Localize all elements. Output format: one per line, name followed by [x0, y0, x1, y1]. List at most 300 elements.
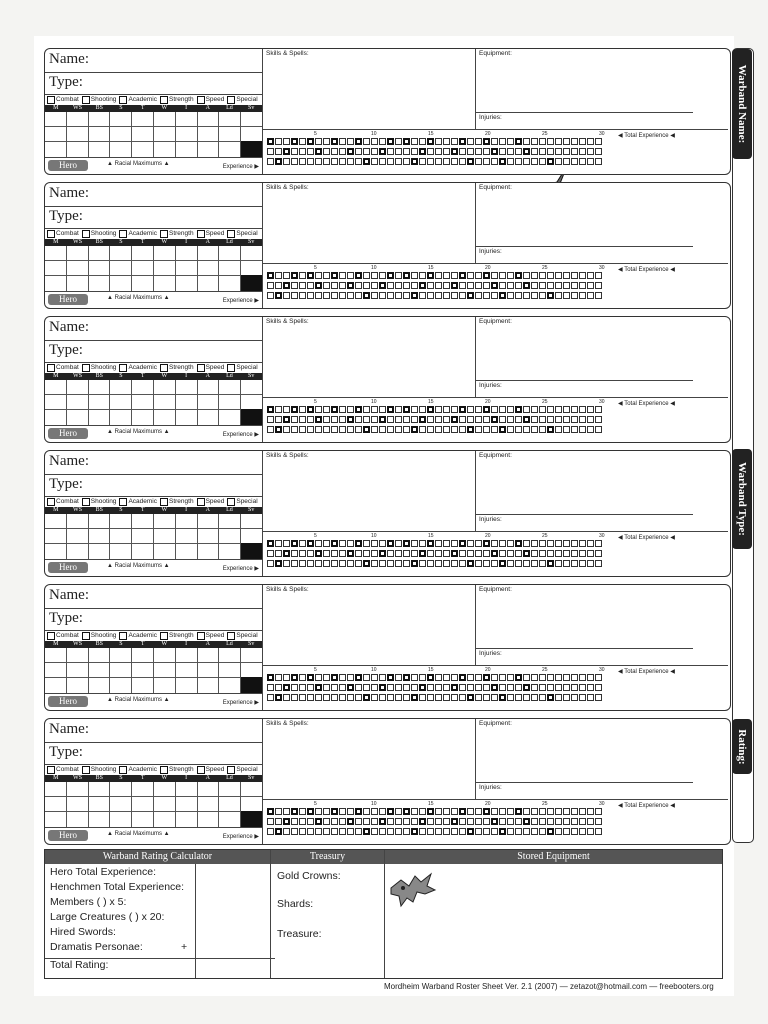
- xp-box[interactable]: [563, 158, 570, 165]
- stat-column[interactable]: [219, 648, 241, 693]
- xp-box[interactable]: [355, 808, 362, 815]
- xp-box[interactable]: [371, 684, 378, 691]
- xp-box[interactable]: [499, 406, 506, 413]
- xp-box[interactable]: [403, 560, 410, 567]
- xp-box[interactable]: [523, 426, 530, 433]
- xp-box[interactable]: [595, 426, 602, 433]
- xp-box[interactable]: [403, 158, 410, 165]
- checkbox-icon[interactable]: [119, 230, 127, 238]
- xp-box[interactable]: [339, 540, 346, 547]
- xp-box[interactable]: [579, 550, 586, 557]
- xp-box[interactable]: [291, 426, 298, 433]
- stat-column[interactable]: [219, 782, 241, 827]
- xp-box[interactable]: [443, 560, 450, 567]
- xp-box[interactable]: [539, 282, 546, 289]
- xp-box[interactable]: [371, 138, 378, 145]
- xp-box[interactable]: [491, 694, 498, 701]
- xp-box[interactable]: [307, 416, 314, 423]
- xp-box[interactable]: [283, 138, 290, 145]
- checkbox-icon[interactable]: [227, 632, 235, 640]
- xp-box[interactable]: [283, 808, 290, 815]
- xp-box[interactable]: [475, 406, 482, 413]
- xp-box[interactable]: [595, 818, 602, 825]
- xp-box[interactable]: [411, 550, 418, 557]
- xp-box[interactable]: [315, 818, 322, 825]
- xp-box[interactable]: [363, 416, 370, 423]
- xp-box[interactable]: [547, 406, 554, 413]
- checkbox-icon[interactable]: [227, 364, 235, 372]
- xp-box[interactable]: [483, 818, 490, 825]
- xp-box[interactable]: [283, 550, 290, 557]
- xp-box[interactable]: [499, 808, 506, 815]
- xp-box[interactable]: [323, 406, 330, 413]
- xp-box[interactable]: [291, 684, 298, 691]
- xp-box[interactable]: [531, 282, 538, 289]
- xp-box[interactable]: [531, 828, 538, 835]
- xp-box[interactable]: [275, 684, 282, 691]
- xp-box[interactable]: [467, 684, 474, 691]
- xp-box[interactable]: [483, 684, 490, 691]
- xp-box[interactable]: [507, 282, 514, 289]
- xp-box[interactable]: [363, 282, 370, 289]
- xp-box[interactable]: [451, 292, 458, 299]
- xp-box[interactable]: [331, 694, 338, 701]
- xp-box[interactable]: [403, 138, 410, 145]
- stat-column[interactable]: [132, 782, 154, 827]
- xp-box[interactable]: [491, 808, 498, 815]
- checkbox-icon[interactable]: [47, 230, 55, 238]
- xp-box[interactable]: [563, 406, 570, 413]
- xp-box[interactable]: [499, 694, 506, 701]
- xp-box[interactable]: [387, 416, 394, 423]
- xp-box[interactable]: [459, 406, 466, 413]
- xp-box[interactable]: [411, 426, 418, 433]
- xp-box[interactable]: [315, 406, 322, 413]
- xp-box[interactable]: [523, 828, 530, 835]
- xp-box[interactable]: [571, 674, 578, 681]
- checkbox-icon[interactable]: [47, 364, 55, 372]
- xp-box[interactable]: [459, 674, 466, 681]
- xp-box[interactable]: [387, 818, 394, 825]
- xp-box[interactable]: [323, 818, 330, 825]
- xp-box[interactable]: [307, 674, 314, 681]
- xp-box[interactable]: [507, 674, 514, 681]
- xp-box[interactable]: [355, 148, 362, 155]
- xp-box[interactable]: [507, 292, 514, 299]
- xp-box[interactable]: [483, 416, 490, 423]
- warband-type-tab[interactable]: Warband Type:: [732, 449, 752, 549]
- xp-box[interactable]: [395, 292, 402, 299]
- xp-box[interactable]: [267, 416, 274, 423]
- stat-column[interactable]: [110, 380, 132, 425]
- skills-spells-box[interactable]: [263, 317, 476, 397]
- xp-box[interactable]: [379, 416, 386, 423]
- xp-box[interactable]: [579, 272, 586, 279]
- stat-column[interactable]: [154, 648, 176, 693]
- category-checkbox[interactable]: Strength: [160, 631, 194, 640]
- xp-box[interactable]: [411, 560, 418, 567]
- xp-box[interactable]: [299, 540, 306, 547]
- xp-box[interactable]: [475, 808, 482, 815]
- xp-box[interactable]: [347, 550, 354, 557]
- stat-grid[interactable]: [45, 648, 262, 693]
- xp-box[interactable]: [331, 406, 338, 413]
- xp-box[interactable]: [595, 684, 602, 691]
- xp-box[interactable]: [339, 148, 346, 155]
- stat-column[interactable]: [110, 648, 132, 693]
- xp-box[interactable]: [459, 272, 466, 279]
- xp-box[interactable]: [547, 282, 554, 289]
- xp-box[interactable]: [475, 158, 482, 165]
- xp-box[interactable]: [595, 272, 602, 279]
- xp-box[interactable]: [483, 406, 490, 413]
- xp-box[interactable]: [443, 292, 450, 299]
- xp-box[interactable]: [467, 550, 474, 557]
- xp-box[interactable]: [435, 560, 442, 567]
- xp-box[interactable]: [299, 828, 306, 835]
- xp-box[interactable]: [307, 540, 314, 547]
- xp-box[interactable]: [307, 406, 314, 413]
- xp-box[interactable]: [403, 540, 410, 547]
- xp-box[interactable]: [499, 292, 506, 299]
- xp-box[interactable]: [595, 158, 602, 165]
- xp-box[interactable]: [523, 292, 530, 299]
- xp-box[interactable]: [275, 808, 282, 815]
- xp-box[interactable]: [355, 272, 362, 279]
- xp-box[interactable]: [531, 808, 538, 815]
- xp-box[interactable]: [267, 674, 274, 681]
- xp-box[interactable]: [355, 292, 362, 299]
- xp-box[interactable]: [539, 148, 546, 155]
- xp-box[interactable]: [587, 416, 594, 423]
- xp-box[interactable]: [419, 426, 426, 433]
- xp-box[interactable]: [403, 828, 410, 835]
- category-checkbox[interactable]: Academic: [119, 363, 157, 372]
- xp-box[interactable]: [347, 694, 354, 701]
- xp-box[interactable]: [435, 808, 442, 815]
- xp-box[interactable]: [331, 818, 338, 825]
- category-checkbox[interactable]: Shooting: [82, 229, 117, 238]
- xp-box[interactable]: [467, 694, 474, 701]
- xp-box[interactable]: [339, 282, 346, 289]
- xp-box[interactable]: [395, 158, 402, 165]
- category-checkbox[interactable]: Combat: [47, 765, 79, 774]
- stat-column[interactable]: [67, 648, 89, 693]
- hero-type-row[interactable]: [45, 608, 262, 631]
- checkbox-icon[interactable]: [197, 96, 205, 104]
- xp-box[interactable]: [387, 292, 394, 299]
- xp-box[interactable]: [587, 158, 594, 165]
- checkbox-icon[interactable]: [160, 632, 168, 640]
- hero-type-row[interactable]: [45, 72, 262, 95]
- xp-box[interactable]: [339, 416, 346, 423]
- xp-box[interactable]: [379, 684, 386, 691]
- xp-box[interactable]: [291, 138, 298, 145]
- xp-box[interactable]: [275, 550, 282, 557]
- xp-box[interactable]: [443, 416, 450, 423]
- xp-box[interactable]: [363, 292, 370, 299]
- xp-box[interactable]: [475, 540, 482, 547]
- xp-box[interactable]: [443, 818, 450, 825]
- xp-box[interactable]: [499, 138, 506, 145]
- xp-box[interactable]: [579, 148, 586, 155]
- xp-box[interactable]: [307, 272, 314, 279]
- xp-box[interactable]: [395, 694, 402, 701]
- xp-box[interactable]: [483, 292, 490, 299]
- xp-box[interactable]: [379, 808, 386, 815]
- xp-box[interactable]: [555, 138, 562, 145]
- xp-box[interactable]: [531, 818, 538, 825]
- stat-column[interactable]: [241, 648, 262, 693]
- xp-box[interactable]: [459, 292, 466, 299]
- stat-column[interactable]: [176, 648, 198, 693]
- xp-box[interactable]: [531, 292, 538, 299]
- stat-column[interactable]: [154, 782, 176, 827]
- xp-box[interactable]: [411, 158, 418, 165]
- xp-box[interactable]: [515, 272, 522, 279]
- xp-box[interactable]: [491, 416, 498, 423]
- xp-box[interactable]: [299, 694, 306, 701]
- xp-box[interactable]: [299, 684, 306, 691]
- stat-column[interactable]: [219, 246, 241, 291]
- checkbox-icon[interactable]: [160, 96, 168, 104]
- xp-box[interactable]: [299, 148, 306, 155]
- xp-box[interactable]: [539, 138, 546, 145]
- xp-box[interactable]: [347, 818, 354, 825]
- xp-box[interactable]: [347, 272, 354, 279]
- xp-box[interactable]: [531, 684, 538, 691]
- xp-box[interactable]: [419, 540, 426, 547]
- xp-box[interactable]: [531, 138, 538, 145]
- xp-box[interactable]: [499, 818, 506, 825]
- xp-box[interactable]: [547, 808, 554, 815]
- xp-box[interactable]: [531, 272, 538, 279]
- xp-box[interactable]: [459, 426, 466, 433]
- xp-box[interactable]: [403, 282, 410, 289]
- xp-box[interactable]: [267, 272, 274, 279]
- xp-box[interactable]: [283, 282, 290, 289]
- equipment-box[interactable]: [476, 49, 693, 113]
- stat-column[interactable]: [154, 112, 176, 157]
- xp-box[interactable]: [555, 416, 562, 423]
- checkbox-icon[interactable]: [119, 766, 127, 774]
- xp-box[interactable]: [523, 694, 530, 701]
- xp-box[interactable]: [419, 818, 426, 825]
- xp-box[interactable]: [283, 292, 290, 299]
- xp-box[interactable]: [587, 426, 594, 433]
- xp-box[interactable]: [299, 674, 306, 681]
- xp-box[interactable]: [371, 674, 378, 681]
- xp-box[interactable]: [523, 282, 530, 289]
- stat-column[interactable]: [67, 782, 89, 827]
- xp-box[interactable]: [331, 282, 338, 289]
- xp-box[interactable]: [403, 272, 410, 279]
- stat-column[interactable]: [67, 112, 89, 157]
- xp-box[interactable]: [323, 292, 330, 299]
- xp-box[interactable]: [563, 674, 570, 681]
- xp-box[interactable]: [571, 540, 578, 547]
- xp-box[interactable]: [371, 416, 378, 423]
- category-checkbox[interactable]: Speed: [197, 363, 225, 372]
- xp-box[interactable]: [555, 818, 562, 825]
- xp-box[interactable]: [419, 292, 426, 299]
- checkbox-icon[interactable]: [197, 498, 205, 506]
- xp-box[interactable]: [579, 818, 586, 825]
- xp-box[interactable]: [379, 272, 386, 279]
- xp-box[interactable]: [491, 828, 498, 835]
- xp-box[interactable]: [539, 272, 546, 279]
- xp-box[interactable]: [371, 540, 378, 547]
- xp-box[interactable]: [563, 808, 570, 815]
- xp-box[interactable]: [451, 808, 458, 815]
- xp-box[interactable]: [555, 694, 562, 701]
- category-checkbox[interactable]: Combat: [47, 95, 79, 104]
- xp-box[interactable]: [315, 828, 322, 835]
- xp-box[interactable]: [427, 292, 434, 299]
- category-checkbox[interactable]: Combat: [47, 497, 79, 506]
- xp-box[interactable]: [283, 406, 290, 413]
- xp-box[interactable]: [427, 282, 434, 289]
- xp-box[interactable]: [563, 684, 570, 691]
- stat-grid[interactable]: [45, 782, 262, 827]
- xp-box[interactable]: [499, 828, 506, 835]
- xp-box[interactable]: [307, 560, 314, 567]
- xp-box[interactable]: [579, 158, 586, 165]
- xp-box[interactable]: [403, 684, 410, 691]
- xp-box[interactable]: [435, 540, 442, 547]
- xp-box[interactable]: [579, 674, 586, 681]
- xp-box[interactable]: [331, 272, 338, 279]
- xp-box[interactable]: [563, 818, 570, 825]
- stat-column[interactable]: [154, 246, 176, 291]
- xp-box[interactable]: [539, 684, 546, 691]
- xp-box[interactable]: [547, 674, 554, 681]
- checkbox-icon[interactable]: [82, 632, 90, 640]
- xp-box[interactable]: [395, 828, 402, 835]
- xp-box[interactable]: [435, 406, 442, 413]
- stat-column[interactable]: [154, 514, 176, 559]
- xp-box[interactable]: [307, 818, 314, 825]
- xp-box[interactable]: [571, 560, 578, 567]
- xp-box[interactable]: [547, 684, 554, 691]
- xp-box[interactable]: [475, 282, 482, 289]
- xp-box[interactable]: [307, 828, 314, 835]
- stat-column[interactable]: [89, 782, 111, 827]
- xp-box[interactable]: [555, 148, 562, 155]
- xp-box[interactable]: [531, 560, 538, 567]
- xp-box[interactable]: [427, 674, 434, 681]
- xp-box[interactable]: [411, 148, 418, 155]
- checkbox-icon[interactable]: [227, 766, 235, 774]
- xp-box[interactable]: [443, 828, 450, 835]
- xp-box[interactable]: [291, 674, 298, 681]
- stat-column[interactable]: [176, 246, 198, 291]
- category-checkbox[interactable]: Academic: [119, 631, 157, 640]
- xp-box[interactable]: [387, 540, 394, 547]
- hero-name-row[interactable]: [45, 719, 262, 743]
- xp-box[interactable]: [323, 550, 330, 557]
- xp-box[interactable]: [507, 148, 514, 155]
- xp-box[interactable]: [331, 138, 338, 145]
- xp-box[interactable]: [339, 406, 346, 413]
- xp-box[interactable]: [275, 540, 282, 547]
- xp-box[interactable]: [571, 282, 578, 289]
- checkbox-icon[interactable]: [82, 364, 90, 372]
- xp-box[interactable]: [523, 158, 530, 165]
- xp-box[interactable]: [587, 818, 594, 825]
- stat-column[interactable]: [110, 514, 132, 559]
- checkbox-icon[interactable]: [47, 766, 55, 774]
- xp-box[interactable]: [331, 158, 338, 165]
- stat-column[interactable]: [132, 246, 154, 291]
- category-checkbox[interactable]: Shooting: [82, 765, 117, 774]
- xp-box[interactable]: [451, 148, 458, 155]
- xp-box[interactable]: [571, 406, 578, 413]
- hero-type-row[interactable]: [45, 206, 262, 229]
- xp-box[interactable]: [563, 550, 570, 557]
- checkbox-icon[interactable]: [227, 96, 235, 104]
- xp-box[interactable]: [483, 138, 490, 145]
- xp-box[interactable]: [419, 674, 426, 681]
- xp-box[interactable]: [547, 694, 554, 701]
- xp-box[interactable]: [411, 416, 418, 423]
- xp-box[interactable]: [547, 540, 554, 547]
- xp-box[interactable]: [427, 158, 434, 165]
- xp-box[interactable]: [323, 282, 330, 289]
- xp-box[interactable]: [411, 808, 418, 815]
- xp-box[interactable]: [579, 694, 586, 701]
- xp-box[interactable]: [275, 272, 282, 279]
- xp-box[interactable]: [475, 416, 482, 423]
- checkbox-icon[interactable]: [227, 230, 235, 238]
- warband-name-tab[interactable]: Warband Name:: [732, 49, 752, 159]
- xp-box[interactable]: [595, 674, 602, 681]
- xp-box[interactable]: [555, 828, 562, 835]
- xp-box[interactable]: [467, 426, 474, 433]
- xp-box[interactable]: [539, 694, 546, 701]
- xp-box[interactable]: [587, 684, 594, 691]
- xp-box[interactable]: [515, 540, 522, 547]
- xp-box[interactable]: [483, 282, 490, 289]
- xp-box[interactable]: [339, 684, 346, 691]
- xp-box[interactable]: [579, 426, 586, 433]
- xp-box[interactable]: [571, 550, 578, 557]
- xp-box[interactable]: [507, 416, 514, 423]
- equipment-box[interactable]: [476, 585, 693, 649]
- xp-box[interactable]: [363, 684, 370, 691]
- xp-box[interactable]: [403, 416, 410, 423]
- xp-box[interactable]: [347, 148, 354, 155]
- xp-box[interactable]: [491, 292, 498, 299]
- xp-box[interactable]: [371, 148, 378, 155]
- xp-box[interactable]: [507, 406, 514, 413]
- xp-box[interactable]: [435, 426, 442, 433]
- xp-box[interactable]: [571, 818, 578, 825]
- xp-box[interactable]: [427, 416, 434, 423]
- xp-box[interactable]: [531, 674, 538, 681]
- xp-box[interactable]: [451, 138, 458, 145]
- xp-box[interactable]: [299, 282, 306, 289]
- xp-box[interactable]: [499, 540, 506, 547]
- xp-box[interactable]: [531, 148, 538, 155]
- xp-box[interactable]: [459, 684, 466, 691]
- xp-box[interactable]: [419, 808, 426, 815]
- xp-box[interactable]: [587, 560, 594, 567]
- xp-box[interactable]: [395, 550, 402, 557]
- xp-box[interactable]: [387, 674, 394, 681]
- xp-box[interactable]: [571, 694, 578, 701]
- xp-box[interactable]: [355, 158, 362, 165]
